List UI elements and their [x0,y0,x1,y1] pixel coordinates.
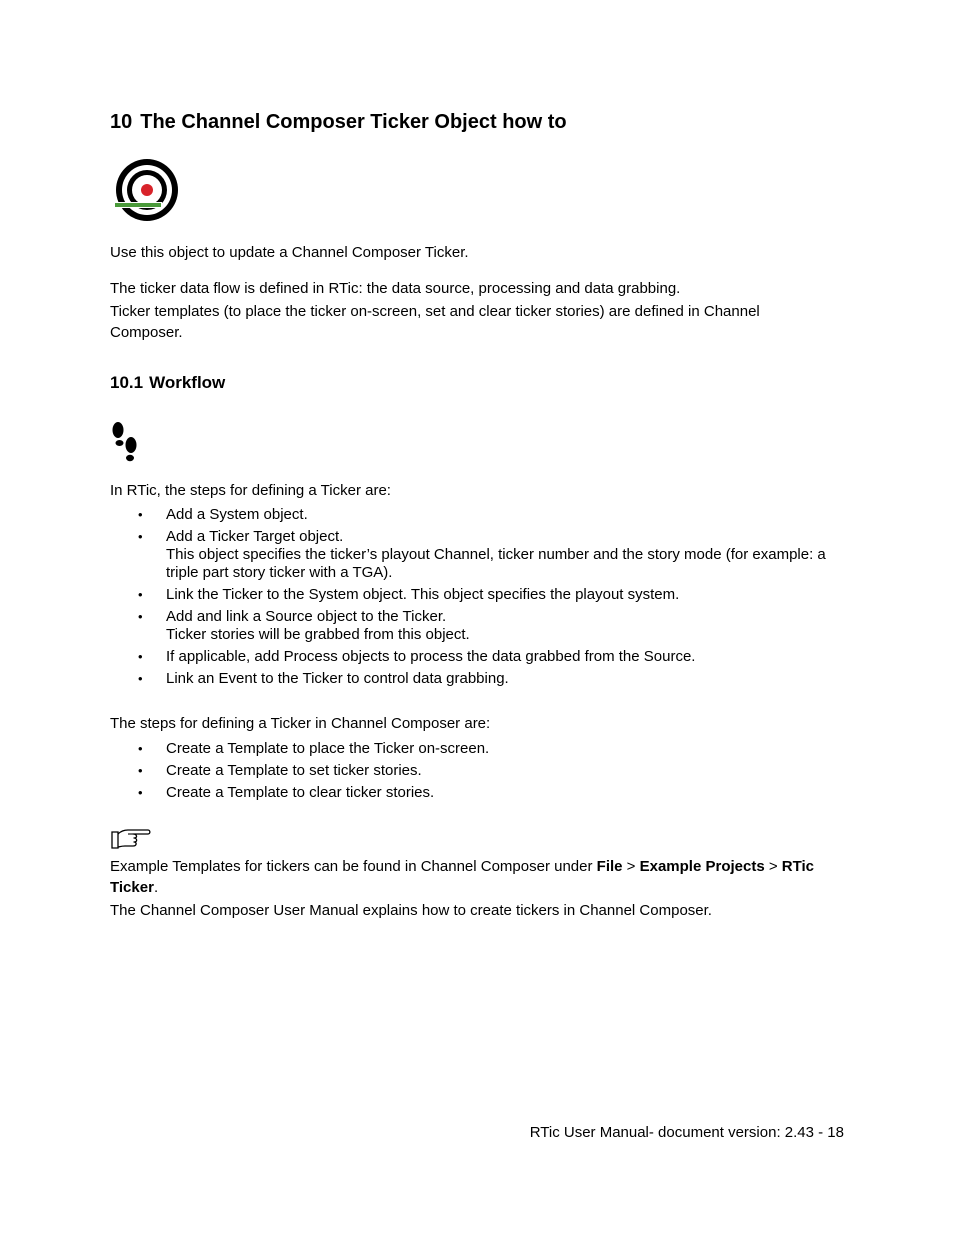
cc-steps-list [110,740,844,806]
list-item: • Create a Template to set ticker stories. [110,762,844,780]
footsteps-icon [110,421,140,465]
section-title: The Channel Composer Ticker Object how to [140,111,567,133]
intro-paragraph-1: Use this object to update a Channel Composer Ticker. [110,244,469,261]
section-number: 10 [110,111,133,133]
rtic-steps-list [110,506,844,692]
list-item: • Link an Event to the Ticker to control data grabbing. [110,670,844,688]
menu-rtic-ticker: RTic Ticker [110,858,815,896]
intro-paragraph-3: Ticker templates (to place the ticker on-screen, set and clear ticker stories) are defined in Channel Composer. [110,303,760,341]
menu-file: File [596,858,623,875]
subsection-number: 10.1 [110,373,144,392]
list-item: • Create a Template to place the Ticker on-screen. [110,740,844,758]
subsection-title: Workflow [149,373,226,392]
page-footer: RTic User Manual- document version: 2.43 - 18 [529,1124,844,1141]
pointing-hand-icon [111,828,151,850]
cc-steps-intro: The steps for defining a Ticker in Channel Composer are: [110,715,491,732]
rtic-steps-intro: In RTic, the steps for defining a Ticker are: [110,482,391,499]
target-icon [114,157,180,223]
note-paragraph-2: The Channel Composer User Manual explains how to create tickers in Channel Composer. [110,902,712,919]
list-item: • Add and link a Source object to the Ticker. Ticker stories will be grabbed from this object. [110,608,844,644]
list-item: • Link the Ticker to the System object. This object specifies the playout system. [110,586,844,604]
menu-example-projects: Example Projects [639,858,765,875]
list-item: • Add a Ticker Target object. This object specifies the ticker’s playout Channel, ticker number and the story mode (for example: a triple part story ticker with a TGA). [110,528,844,582]
list-item: • Create a Template to clear ticker stories. [110,784,844,802]
section-heading [110,111,567,134]
document-page [110,0,844,1235]
intro-paragraph-2: The ticker data flow is defined in RTic: the data source, processing and data grabbing. [110,280,681,297]
subsection-heading [110,373,225,393]
note-paragraph: Example Templates for tickers can be found in Channel Composer under File > Example Projects > RTic Ticker. [110,858,815,896]
list-item: • If applicable, add Process objects to process the data grabbed from the Source. [110,648,844,666]
list-item: • Add a System object. [110,506,844,524]
